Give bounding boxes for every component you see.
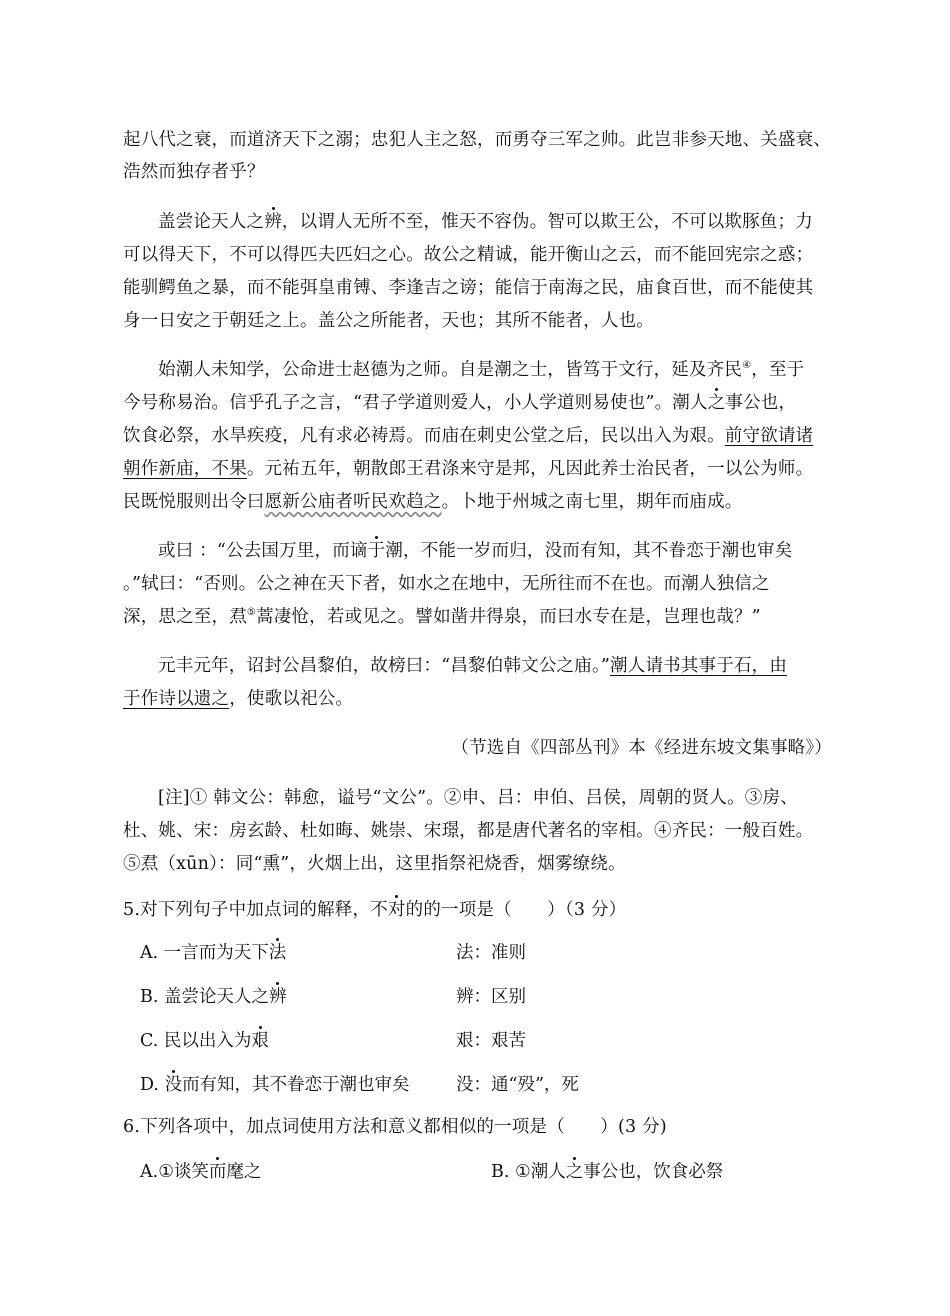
text: 的一项是（ ）（3 分） xyxy=(423,900,627,920)
paragraph-2-line-4 xyxy=(123,309,833,333)
option-label: C. xyxy=(140,1031,159,1051)
dotted-word: 之 xyxy=(707,393,726,413)
text: 法：准则 xyxy=(456,943,526,963)
text: 一言而为天下 xyxy=(163,943,269,963)
q5-option-c-gloss xyxy=(456,1029,526,1053)
text: 没：通“殁”，死 xyxy=(456,1075,579,1095)
notes-line-3 xyxy=(123,852,833,876)
q6-option-a[interactable] xyxy=(140,1160,261,1184)
text: 辨：区别 xyxy=(456,987,526,1007)
q5-option-d-gloss xyxy=(456,1073,579,1097)
paragraph-3-line-5 xyxy=(123,490,833,514)
text: 能驯鳄鱼之暴，而不能弭皇甫镈、李逢吉之谤；能信于南海之民，庙食百世，而不能使其 xyxy=(123,278,814,298)
text: 可以得天下，不可以得匹夫匹妇之心。故公之精诚，能开衡山之云，而不能回宪宗之惑； xyxy=(123,245,814,265)
text: ①谈笑 xyxy=(158,1162,209,1182)
q5-option-a-gloss xyxy=(456,941,526,965)
text: ①潮人 xyxy=(515,1162,566,1182)
text: 。元祐五年，朝散郎王君涤来守是邦，凡因此养士治民者，一以公为师。 xyxy=(246,459,814,479)
text: [注]① 韩文公：韩愈，谥号“文公”。②申、吕：申伯、吕侯，周朝的贤人。③房、 xyxy=(158,788,798,808)
paragraph-3-line-1 xyxy=(158,358,868,382)
q5-option-b-gloss xyxy=(456,985,526,1009)
dotted-word: 辨 xyxy=(269,987,287,1007)
paragraph-5-line-2 xyxy=(123,687,833,711)
text: 。”轼曰：“否则。公之神在天下者，如水之在地中，无所往而不在也。而潮人独信之 xyxy=(123,574,770,594)
text: 盖尝论天人之 xyxy=(158,212,265,232)
underlined-text: 于作诗以遗之 xyxy=(123,689,230,709)
text: 或曰 ：“公去国万里，而谪 xyxy=(158,541,368,561)
notes-line-2 xyxy=(123,819,833,843)
option-label: A. xyxy=(140,1162,159,1182)
option-label: D. xyxy=(140,1075,159,1095)
dotted-word: 没 xyxy=(164,1075,183,1095)
dotted-word: 辨 xyxy=(264,212,282,232)
option-label: B. xyxy=(491,1162,510,1182)
text: 深，思之至，焄 xyxy=(123,607,247,627)
paragraph-3-line-3 xyxy=(123,424,833,448)
paragraph-3-line-4 xyxy=(123,457,833,481)
dotted-word: 而 xyxy=(208,1162,227,1182)
dotted-word: 不对的 xyxy=(370,900,424,920)
text: 麾之 xyxy=(226,1162,262,1182)
q6-option-b[interactable] xyxy=(491,1160,723,1184)
notes-line-1 xyxy=(158,786,868,810)
paragraph-4-line-3 xyxy=(123,605,833,629)
text: ⑤焄（xūn）：同“熏”，火烟上出，这里指祭祀烧香，烟雾缭绕。 xyxy=(123,854,626,874)
q5-option-c[interactable] xyxy=(140,1029,269,1053)
paragraph-5-line-1 xyxy=(158,654,868,678)
source-citation xyxy=(436,736,832,760)
q5-option-d[interactable] xyxy=(140,1073,410,1097)
option-label: B. xyxy=(140,987,159,1007)
footnote-mark: ⑤ xyxy=(246,607,257,618)
text: （节选自《四部丛刊》本《经进东坡文集事略》） xyxy=(451,738,832,758)
dotted-word: 之 xyxy=(565,1162,584,1182)
text: 始潮人未知学，公命进士赵德为之师。自是潮之士，皆笃于文行，延及齐民 xyxy=(158,360,743,380)
text: 盖尝论天人之 xyxy=(164,987,270,1007)
text: 浩然而独存者乎？ xyxy=(123,162,265,182)
text: 6.下列各项中，加点词使用方法和意义都相似的一项是（ ）(3 分) xyxy=(123,1117,667,1137)
dotted-word: 艰 xyxy=(251,1031,269,1051)
question-5-stem xyxy=(123,898,833,922)
text: 5.对下列句子中加点词的解释， xyxy=(123,900,371,920)
underlined-text: 朝作新庙，不果 xyxy=(123,459,247,479)
option-label: A. xyxy=(140,943,159,963)
text: 而有知，其不眷恋于潮也审矣 xyxy=(182,1075,410,1095)
q5-option-b[interactable] xyxy=(140,985,287,1009)
paragraph-2-line-1 xyxy=(158,210,868,234)
q5-option-a[interactable] xyxy=(140,941,286,965)
wavy-underlined-text: 愿新公庙者听民欢趋之 xyxy=(264,492,442,512)
text: 潮，不能一岁而归，没而有知，其不眷恋于潮也审矣 xyxy=(385,541,793,561)
text: 今号称易治。信乎孔子之言，“君子学道则爱人，小人学道则易使也”。潮人 xyxy=(123,393,708,413)
text: 民以出入为 xyxy=(163,1031,252,1051)
text: ，以谓人无所不至，惟天不容伪。智可以欺王公，不可以欺豚鱼；力 xyxy=(281,212,813,232)
paragraph-3-line-2 xyxy=(123,391,833,415)
text: 饮食必祭，水旱疾疫，凡有求必祷焉。而庙在刺史公堂之后，民以出入为艰。 xyxy=(123,426,725,446)
passage-line xyxy=(123,128,833,152)
text: 。卜地于州城之南七里，期年而庙成。 xyxy=(441,492,743,512)
text: 蒿凄怆，若或见之。譬如凿井得泉，而曰水专在是，岂理也哉？” xyxy=(256,607,761,627)
text: ，至于 xyxy=(751,360,805,380)
text: 杜、姚、宋：房玄龄、杜如晦、姚崇、宋璟，都是唐代著名的宰相。④齐民：一般百姓。 xyxy=(123,821,814,841)
dotted-word: 于 xyxy=(367,541,386,561)
footnote-mark: ④ xyxy=(742,360,752,371)
paragraph-4-line-2 xyxy=(123,572,833,596)
text: 身一日安之于朝廷之上。盖公之所能者，天也；其所不能者，人也。 xyxy=(123,311,654,331)
question-6-stem xyxy=(123,1115,833,1139)
text: 元丰元年，诏封公昌黎伯，故榜曰：“昌黎伯韩文公之庙。” xyxy=(158,656,611,676)
text: 事公也， xyxy=(725,393,797,413)
paragraph-2-line-2 xyxy=(123,243,833,267)
text: 事公也，饮食必祭 xyxy=(583,1162,724,1182)
dotted-word: 法 xyxy=(268,943,287,963)
text: ，使歌以祀公。 xyxy=(229,689,354,709)
text: 艰：艰苦 xyxy=(456,1031,526,1051)
underlined-text: 潮人请书其事于石，由 xyxy=(610,656,788,676)
text: 民既悦服则出令曰 xyxy=(123,492,265,512)
underlined-text: 前守欲请诸 xyxy=(724,426,814,446)
text: 起八代之衰，而道济天下之溺；忠犯人主之怒，而勇夺三军之帅。此岂非参天地、关盛衰、 xyxy=(123,130,831,150)
passage-line xyxy=(123,160,833,184)
paragraph-4-line-1 xyxy=(158,539,868,563)
paragraph-2-line-3 xyxy=(123,276,833,300)
